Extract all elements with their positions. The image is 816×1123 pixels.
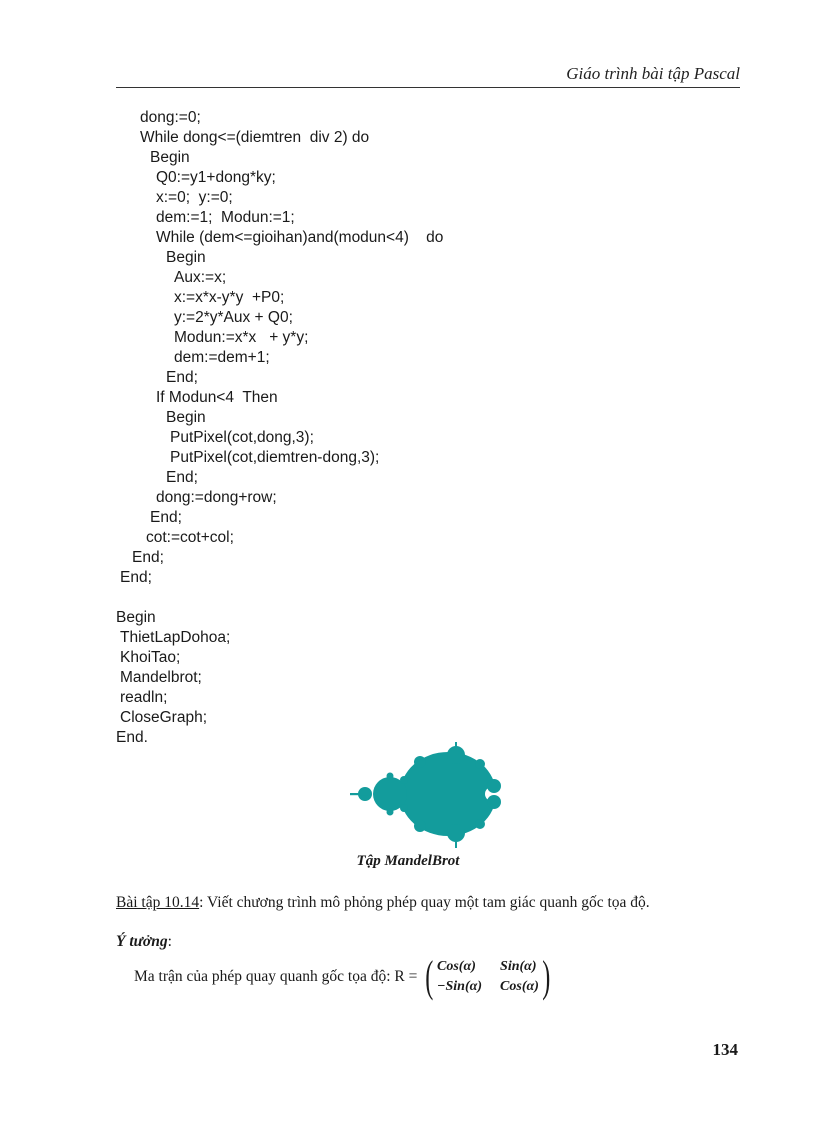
code-line: Mandelbrot; (120, 669, 202, 686)
fractal-top-antenna (455, 742, 457, 752)
code-line: Begin (150, 149, 190, 166)
formula-lead: Ma trận của phép quay quanh gốc tọa độ: R = (134, 968, 418, 985)
code-line: ThietLapDohoa; (120, 629, 231, 646)
fractal-bulb (414, 820, 426, 832)
code-line: PutPixel(cot,diemtren-dong,3); (170, 449, 380, 466)
idea-suffix: : (167, 933, 172, 950)
code-line: Q0:=y1+dong*ky; (156, 169, 276, 186)
fractal-bulb (475, 759, 485, 769)
code-line: CloseGraph; (120, 709, 208, 726)
code-line: dem:=1; Modun:=1; (156, 209, 295, 226)
code-line: End. (116, 729, 148, 746)
fractal-bottom-antenna (455, 838, 457, 848)
mandelbrot-fractal-image (340, 740, 515, 850)
idea-heading (116, 933, 172, 951)
matrix-grid (437, 957, 539, 997)
code-line: If Modun<4 Then (156, 389, 278, 406)
code-line: readln; (120, 689, 168, 706)
matrix-cell: Cos(α) (500, 979, 539, 994)
rotation-formula (134, 952, 554, 1001)
running-header-title: Giáo trình bài tập Pascal (566, 64, 740, 83)
code-line: KhoiTao; (120, 649, 181, 666)
matrix-cell: Sin(α) (500, 959, 537, 974)
header-rule (116, 87, 740, 88)
matrix-right-paren: ) (542, 952, 551, 1001)
code-line: Begin (116, 609, 156, 626)
code-line: While dong<=(diemtren div 2) do (140, 129, 370, 146)
code-line: Modun:=x*x + y*y; (174, 329, 309, 346)
code-line: Begin (166, 409, 206, 426)
page-number: 134 (712, 1040, 738, 1059)
code-line: End; (166, 469, 198, 486)
code-line: x:=0; y:=0; (156, 189, 233, 206)
code-line: End; (166, 369, 198, 386)
idea-label: Ý tưởng (116, 933, 168, 950)
code-line: dong:=0; (140, 109, 201, 126)
matrix-cell: −Sin(α) (437, 979, 483, 994)
fractal-bulb (487, 779, 501, 793)
code-line: End; (132, 549, 164, 566)
code-line: End; (150, 509, 182, 526)
exercise-text: : Viết chương trình mô phỏng phép quay một tam giác quanh gốc tọa độ. (199, 894, 650, 911)
fractal-bulb (400, 804, 408, 812)
code-line: cot:=cot+col; (146, 529, 234, 546)
fractal-bulb (387, 773, 394, 780)
matrix-left-paren: ( (425, 952, 434, 1001)
fractal-bulb (400, 776, 408, 784)
fractal-antenna (350, 793, 368, 795)
code-line: Begin (166, 249, 206, 266)
figure-caption: Tập MandelBrot (356, 853, 460, 869)
code-line: x:=x*x-y*y +P0; (174, 289, 285, 306)
code-line: While (dem<=gioihan)and(modun<4) do (156, 229, 444, 246)
code-line: y:=2*y*Aux + Q0; (174, 309, 293, 326)
code-line: End; (120, 569, 152, 586)
code-line: dem:=dem+1; (174, 349, 270, 366)
code-line: Aux:=x; (174, 269, 227, 286)
fractal-bulb (475, 819, 485, 829)
code-line: PutPixel(cot,dong,3); (170, 429, 314, 446)
fractal-bulb (387, 809, 394, 816)
exercise-statement (116, 893, 740, 912)
rotation-matrix (422, 952, 553, 1001)
matrix-cell: Cos(α) (437, 959, 476, 974)
fractal-bulb (414, 756, 426, 768)
exercise-label: Bài tập 10.14 (116, 894, 200, 911)
code-line: dong:=dong+row; (156, 489, 277, 506)
fractal-bulb (487, 795, 501, 809)
